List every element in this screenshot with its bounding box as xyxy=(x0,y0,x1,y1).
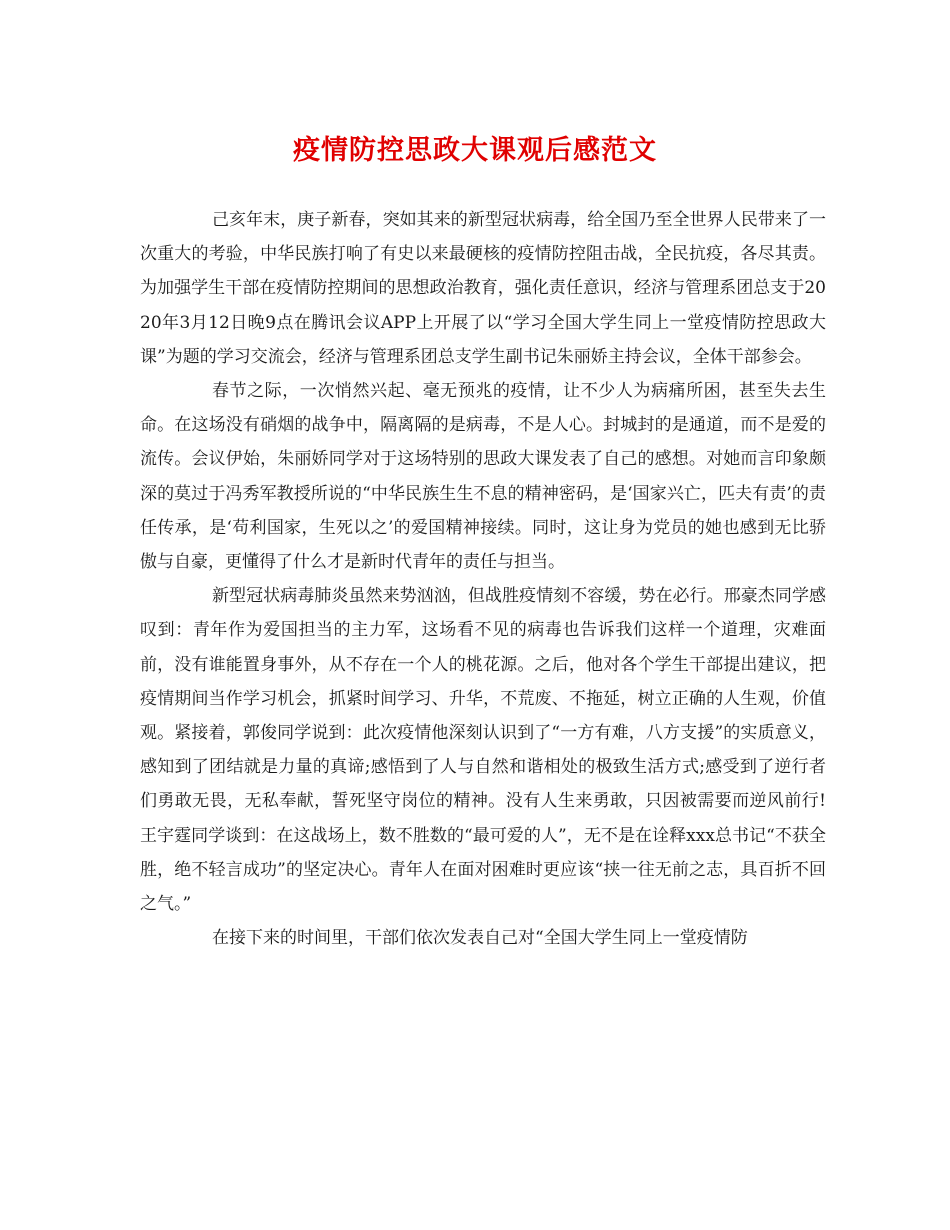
document-body xyxy=(140,203,826,955)
paragraph-3: 新型冠状病毒肺炎虽然来势汹汹，但战胜疫情刻不容缓，势在必行。邢豪杰同学感叹到：青年作为爱国担当的主力军，这场看不见的病毒也告诉我们这样一个道理，灾难面前，没有谁能置身事外，从不存在一个人的桃花源。之后，他对各个学生干部提出建议，把疫情期间当作学习机会，抓紧时间学习、升华，不荒废、不拖延，树立正确的人生观，价值观。紧接着，郭俊同学说到：此次疫情他深刻认识到了“一方有难，八方支援”的实质意义，感知到了团结就是力量的真谛;感悟到了人与自然和谐相处的极致生活方式;感受到了逆行者们勇敢无畏，无私奉献，誓死坚守岗位的精神。没有人生来勇敢，只因被需要而逆风前行!王宇霆同学谈到：在这战场上，数不胜数的“最可爱的人”，无不是在诠释xxx总书记“不获全胜，绝不轻言成功”的坚定决心。青年人在面对困难时更应该“挟一往无前之志，具百折不回之气。” xyxy=(140,586,826,915)
paragraph-4: 在接下来的时间里，干部们依次发表自己对“全国大学生同上一堂疫情防 xyxy=(212,928,748,949)
paragraph-2: 春节之际，一次悄然兴起、毫无预兆的疫情，让不少人为病痛所困，甚至失去生命。在这场没有硝烟的战争中，隔离隔的是病毒，不是人心。封城封的是通道，而不是爱的流传。会议伊始，朱丽娇同学对于这场特别的思政大课发表了自己的感想。对她而言印象颇深的莫过于冯秀军教授所说的“中华民族生生不息的精神密码，是‘国家兴亡，匹夫有责’的责任传承，是‘苟利国家，生死以之’的爱国精神接续。同时，这让身为党员的她也感到无比骄傲与自豪，更懂得了什么才是新时代青年的责任与担当。 xyxy=(140,381,826,573)
document-title: 疫情防控思政大课观后感范文 xyxy=(293,135,657,166)
paragraph-1: 己亥年末，庚子新春，突如其来的新型冠状病毒，给全国乃至全世界人民带来了一次重大的考验，中华民族打响了有史以来最硬核的疫情防控阻击战，全民抗疫，各尽其责。为加强学生干部在疫情防控期间的思想政治教育，强化责任意识，经济与管理系团总支于2020年3月12日晚9点在腾讯会议APP上开展了以“学习全国大学生同上一堂疫情防控思政大课”为题的学习交流会，经济与管理系团总支学生副书记朱丽娇主持会议，全体干部参会。 xyxy=(140,210,826,367)
